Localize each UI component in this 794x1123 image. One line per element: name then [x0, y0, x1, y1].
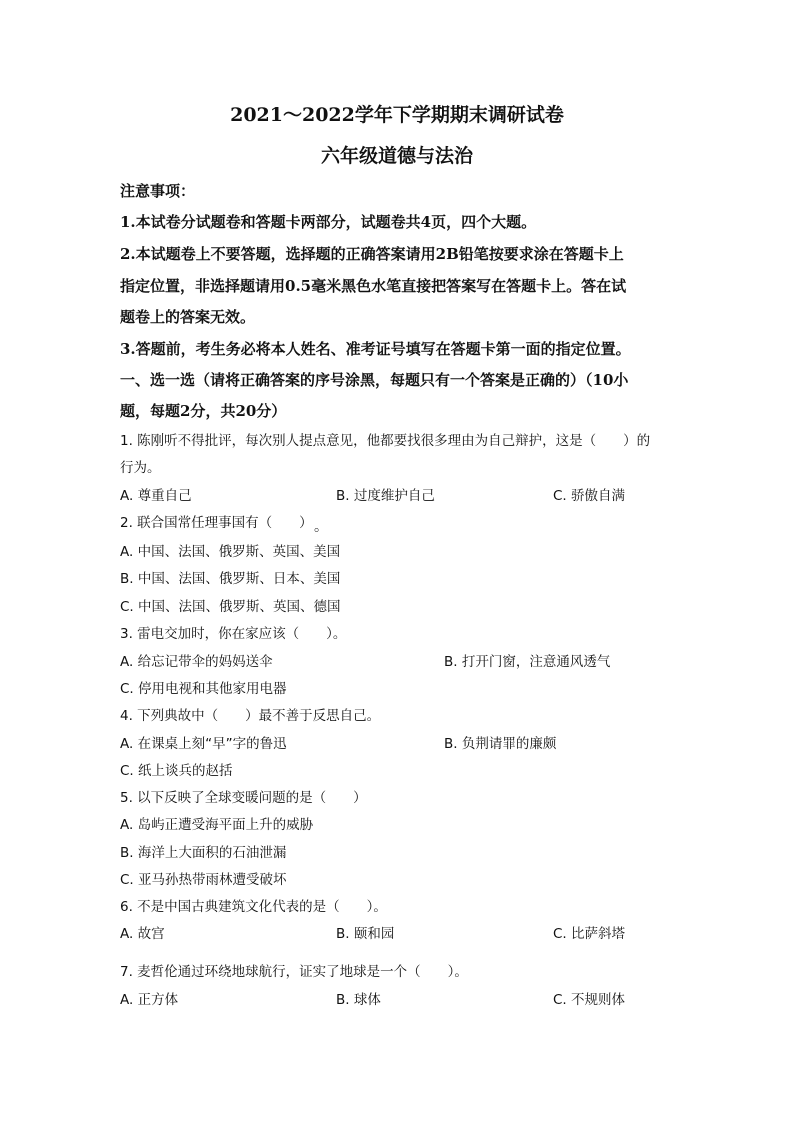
question-stem: 4. 下列典故中（ ）最不善于反思自己。 [120, 708, 381, 724]
question-stem: 5. 以下反映了全球变暖问题的是（ ） [120, 790, 367, 806]
question-stem: 3. 雷电交加时，你在家应该（ ）。 [120, 626, 347, 642]
option-a: A. 中国、法国、俄罗斯、英国、美国 [120, 544, 341, 560]
question-stem: 7. 麦哲伦通过环绕地球航行，证实了地球是一个（ ）。 [120, 964, 468, 980]
option-c: C. 中国、法国、俄罗斯、英国、德国 [120, 599, 341, 615]
option-b: B. 中国、法国、俄罗斯、日本、美国 [120, 571, 341, 587]
option-c: C. 亚马孙热带雨林遭受破坏 [120, 872, 287, 888]
question-stem: 1. 陈刚听不得批评，每次别人提点意见，他都要找很多理由为自己辩护，这是（ ）的 [120, 433, 651, 449]
notice-line: 1.本试卷分试题卷和答题卡两部分，试题卷共4页，四个大题。 [120, 213, 537, 231]
option-b: B. 打开门窗，注意通风透气 [444, 654, 611, 670]
exam-title: 2021～2022学年下学期期末调研试卷 [230, 104, 564, 126]
section-heading: 一、选一选（请将正确答案的序号涂黑，每题只有一个答案是正确的）（10小 [120, 371, 629, 389]
question-stem: 6. 不是中国古典建筑文化代表的是（ ）。 [120, 899, 387, 915]
option-a: A. 在课桌上刻“早”字的鲁迅 [120, 736, 287, 752]
option-b: B. 海洋上大面积的石油泄漏 [120, 845, 287, 861]
section-heading-cont: 题，每题2分，共20分） [120, 402, 287, 420]
option-c: C. 骄傲自满 [553, 488, 626, 504]
option-a: A. 岛屿正遭受海平面上升的威胁 [120, 817, 314, 833]
notice-line: 3.答题前，考生务必将本人姓名、准考证号填写在答题卡第一面的指定位置。 [120, 340, 631, 358]
option-b: B. 颐和园 [336, 926, 395, 942]
question-stem: 2. 联合国常任理事国有（ ） [120, 515, 313, 531]
question-stem-cont: 行为。 [120, 460, 161, 476]
notice-heading: 注意事项： [120, 182, 196, 200]
notice-line: 指定位置，非选择题请用0.5毫米黑色水笔直接把答案写在答题卡上。答在试 [120, 277, 627, 295]
option-b: B. 负荆请罪的廉颇 [444, 736, 557, 752]
option-b: B. 过度维护自己 [336, 488, 435, 504]
option-c: C. 纸上谈兵的赵括 [120, 763, 233, 779]
option-a: A. 故宫 [120, 926, 165, 942]
option-c: C. 停用电视和其他家用电器 [120, 681, 287, 697]
notice-line: 题卷上的答案无效。 [120, 308, 256, 326]
option-c: C. 比萨斜塔 [553, 926, 626, 942]
option-a: A. 给忘记带伞的妈妈送伞 [120, 654, 273, 670]
option-c: C. 不规则体 [553, 992, 626, 1008]
option-a: A. 尊重自己 [120, 488, 192, 504]
exam-subtitle: 六年级道德与法治 [320, 145, 473, 167]
option-b: B. 球体 [336, 992, 381, 1008]
question-mark: 。 [314, 519, 328, 535]
option-a: A. 正方体 [120, 992, 179, 1008]
notice-line: 2.本试题卷上不要答题，选择题的正确答案请用2B铅笔按要求涂在答题卡上 [120, 245, 624, 263]
